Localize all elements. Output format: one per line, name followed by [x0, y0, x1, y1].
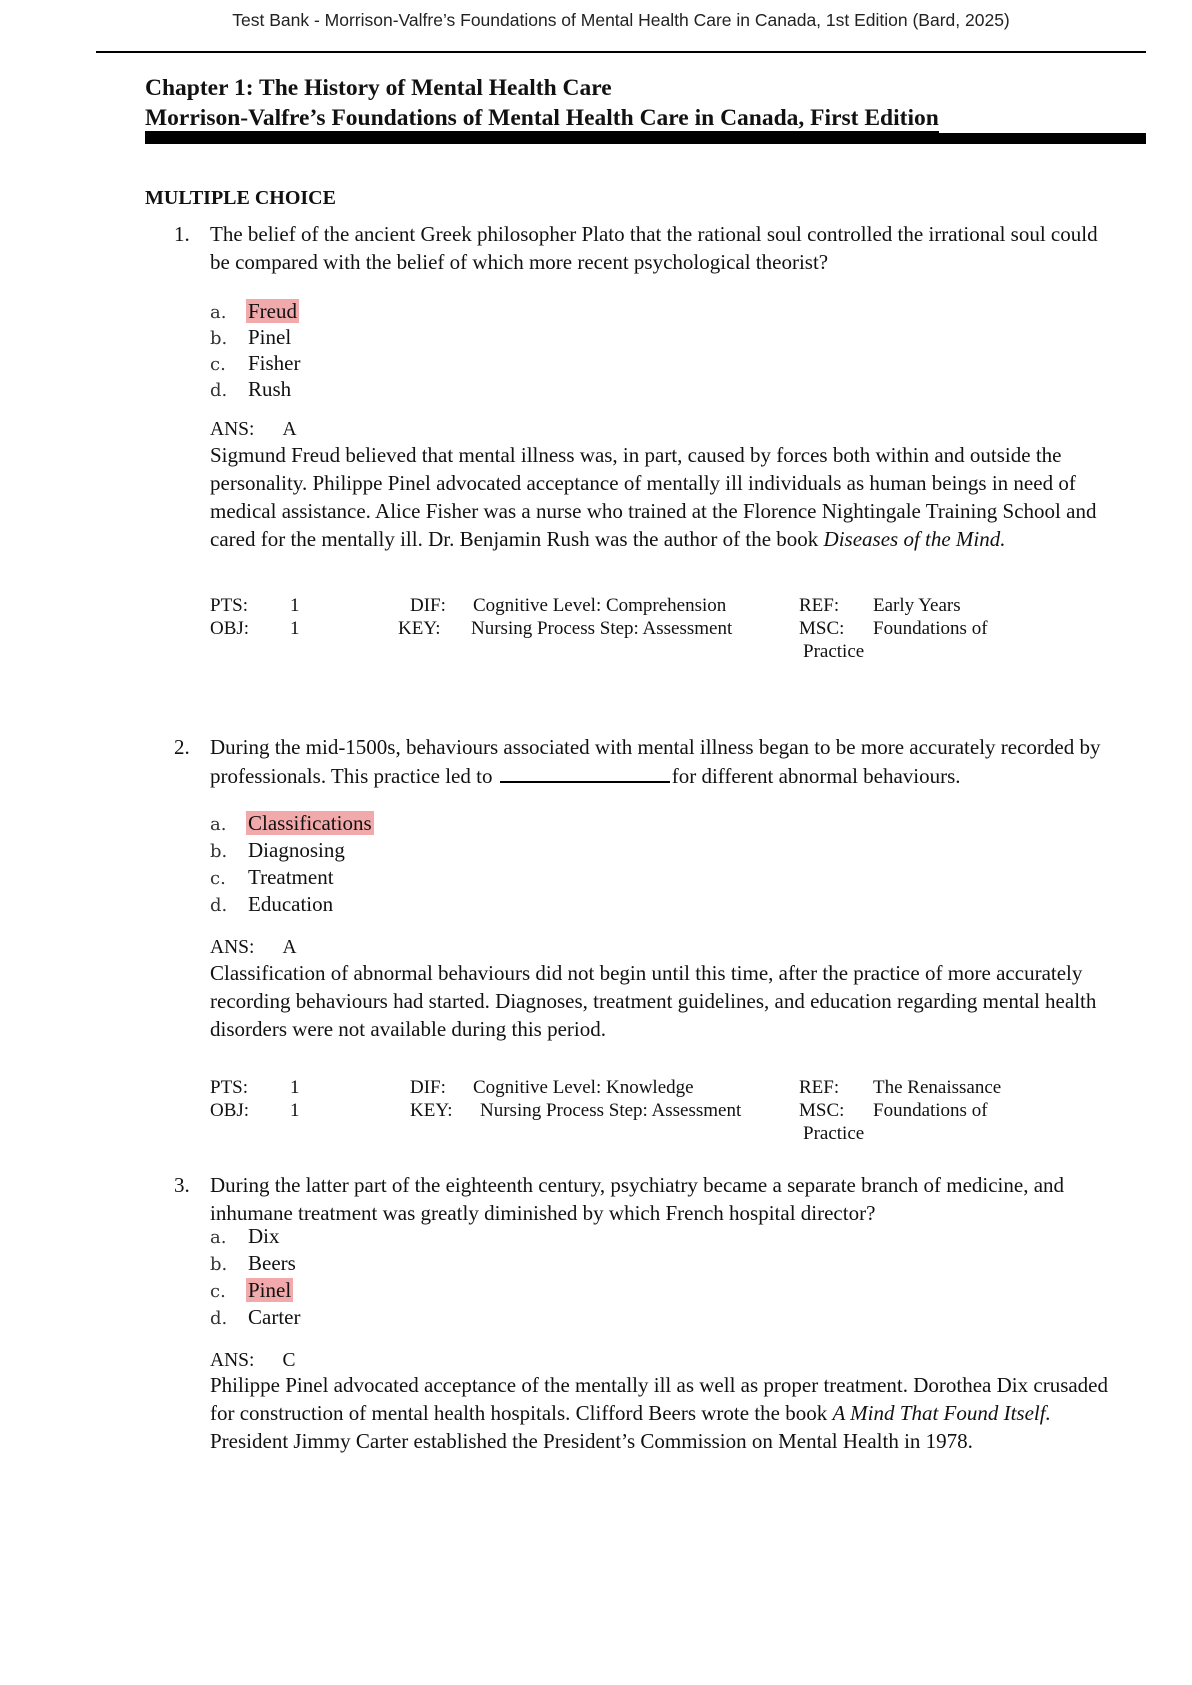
option-c: c. Fisher: [210, 351, 301, 375]
correct-option-highlight: Pinel: [248, 1278, 292, 1302]
option-c: c. Treatment: [210, 865, 334, 889]
correct-option-highlight: Freud: [248, 299, 297, 323]
question-stem: The belief of the ancient Greek philosopher Plato that the rational soul controlled the irrational soul could be compared with the belief of which more recent psychological theorist?: [210, 222, 1098, 274]
option-d: d. Carter: [210, 1305, 301, 1329]
rationale: Philippe Pinel advocated acceptance of the mentally ill as well as proper treatment. Dorothea Dix crusaded for construction of mental health hospitals. Clifford Beers wrote the book A Mind That Found Itself. President Jimmy Carter established the President’s Commission on Mental Health in 1978.: [210, 1373, 1109, 1453]
question-number: 2.: [174, 735, 190, 759]
answer-value: A: [282, 419, 297, 440]
question-number: 3.: [174, 1173, 190, 1197]
running-header: Test Bank - Morrison-Valfre’s Foundations of Mental Health Care in Canada, 1st Edition (Bard, 2025): [232, 10, 1010, 30]
question-stem: During the mid-1500s, behaviours associated with mental illness began to be more accurately recorded by professionals. This practice led to for different abnormal behaviours.: [210, 735, 1101, 788]
option-a: a. Freud: [210, 299, 297, 323]
question-number: 1.: [174, 222, 190, 246]
rationale: Sigmund Freud believed that mental illness was, in part, caused by forces both within and outside the personality. Philippe Pinel advocated acceptance of mentally ill individuals as human beings in need of medical assistance. Alice Fisher was a nurse who trained at the Florence Nightingale Training School and cared for the mentally ill. Dr. Benjamin Rush was the author of the book Diseases of the Mind.: [210, 443, 1097, 551]
rationale: Classification of abnormal behaviours did not begin until this time, after the practice of more accurately recording behaviours had started. Diagnoses, treatment guidelines, and education regarding mental health disorders were not available during this period.: [210, 961, 1097, 1041]
fill-in-blank: [500, 761, 670, 783]
question-stem: During the latter part of the eighteenth century, psychiatry became a separate branch of medicine, and inhumane treatment was greatly diminished by which French hospital director?: [210, 1173, 1065, 1225]
answer-line: ANS: A: [210, 937, 297, 958]
section-title: MULTIPLE CHOICE: [145, 187, 336, 209]
chapter-title: Chapter 1: The History of Mental Health Care: [145, 75, 612, 101]
option-b: b. Pinel: [210, 325, 292, 349]
answer-line: ANS: A: [210, 419, 297, 440]
answer-line: ANS: C: [210, 1350, 296, 1371]
option-b: b. Beers: [210, 1251, 296, 1275]
heading-rule: [145, 133, 1146, 144]
header-rule: [96, 51, 1146, 53]
answer-value: A: [282, 937, 297, 958]
answer-value: C: [282, 1350, 296, 1371]
option-c: c. Pinel: [210, 1278, 292, 1302]
correct-option-highlight: Classifications: [248, 811, 372, 835]
book-title: Morrison-Valfre’s Foundations of Mental Health Care in Canada, First Edition: [145, 105, 939, 131]
option-d: d. Education: [210, 892, 334, 916]
option-a: a. Classifications: [210, 811, 372, 835]
option-b: b. Diagnosing: [210, 838, 345, 862]
chapter-heading: [145, 73, 939, 133]
option-a: a. Dix: [210, 1224, 280, 1248]
option-d: d. Rush: [210, 377, 292, 401]
